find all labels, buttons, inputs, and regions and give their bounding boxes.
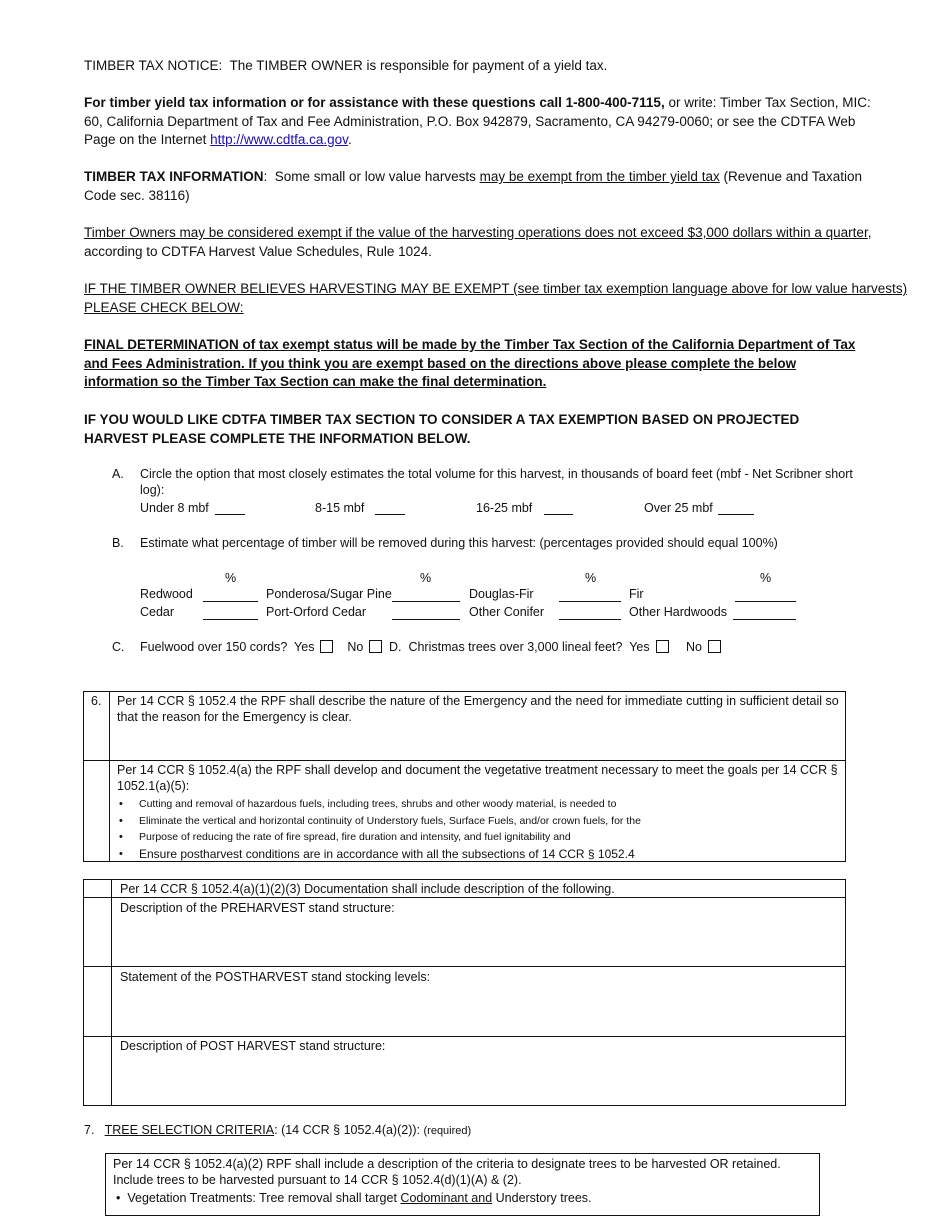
post-harvest-structure-label: Description of POST HARVEST stand structure: bbox=[120, 1039, 386, 1053]
section-a-text: Circle the option that most closely estimates the total volume for this harvest, in thousands of board feet (mbf - Net Scribner short log): bbox=[140, 467, 853, 497]
percent-sign: % bbox=[760, 571, 772, 585]
info-post: (Revenue and Taxation Code sec. 38116) bbox=[84, 169, 863, 203]
table-divider bbox=[83, 760, 846, 761]
cedar-percent-blank[interactable] bbox=[203, 604, 258, 620]
christmas-trees-no-checkbox[interactable] bbox=[708, 640, 721, 653]
contact-end: . bbox=[347, 132, 352, 147]
species-douglas-fir: Douglas-Fir bbox=[469, 587, 534, 601]
required-note: (required) bbox=[423, 1125, 472, 1137]
section-b-text: Estimate what percentage of timber will be removed during this harvest: (percentages provided should equal 100%) bbox=[140, 536, 778, 550]
projected-harvest-heading: IF YOU WOULD LIKE CDTFA TIMBER TAX SECTION TO CONSIDER A TAX EXEMPTION BASED ON PROJECTED HARVEST PLEASE COMPLETE THE INFORMATION BELOW. bbox=[84, 412, 800, 446]
table-divider bbox=[83, 1036, 846, 1037]
species-cedar: Cedar bbox=[140, 605, 175, 619]
list-item: • Ensure postharvest conditions are in accordance with all the subsections of 14 CCR § 1052.4 bbox=[139, 846, 839, 863]
codominant-underlined: Codominant and bbox=[400, 1191, 493, 1205]
section-d-christmas-trees: D. Christmas trees over 3,000 lineal feet? Yes No bbox=[389, 639, 721, 655]
table-divider bbox=[109, 691, 110, 862]
species-other-hardwoods: Other Hardwoods bbox=[629, 605, 727, 619]
section-a-letter: A. bbox=[112, 467, 124, 481]
exempt-value-post: , according to CDTFA Harvest Value Schedules, Rule 1024. bbox=[84, 225, 872, 259]
port-orford-percent-blank[interactable] bbox=[392, 604, 460, 620]
other-hardwoods-percent-blank[interactable] bbox=[733, 604, 796, 620]
table-divider bbox=[83, 897, 846, 898]
species-other-conifer: Other Conifer bbox=[469, 605, 545, 619]
volume-option-over-25: Over 25 mbf bbox=[644, 501, 713, 515]
volume-blank-16-25[interactable] bbox=[544, 500, 573, 515]
list-item: • Cutting and removal of hazardous fuels, including trees, shrubs and other woody material, is needed to bbox=[139, 796, 839, 813]
list-item: • Eliminate the vertical and horizontal continuity of Understory fuels, Surface Fuels, and/or crown fuels, for the bbox=[139, 813, 839, 830]
item-6-number: 6. bbox=[91, 694, 102, 708]
timber-tax-notice bbox=[84, 57, 876, 76]
contact-phone-bold: For timber yield tax information or for assistance with these questions call 1-800-400-7115, bbox=[84, 95, 665, 110]
redwood-percent-blank[interactable] bbox=[203, 586, 258, 602]
percent-sign: % bbox=[585, 571, 597, 585]
timber-tax-information bbox=[84, 168, 876, 205]
douglas-fir-percent-blank[interactable] bbox=[559, 586, 621, 602]
vegetation-treatments-bullet: • Vegetation Treatments: Tree removal shall target Codominant and Understory trees. bbox=[116, 1191, 592, 1205]
species-redwood: Redwood bbox=[140, 587, 193, 601]
cdtfa-website-link[interactable]: http://www.cdtfa.ca.gov bbox=[210, 132, 348, 147]
species-fir: Fir bbox=[629, 587, 644, 601]
info-exempt-underlined: may be exempt from the timber yield tax bbox=[479, 169, 720, 184]
percent-sign: % bbox=[225, 571, 237, 585]
item-7-number: 7. bbox=[84, 1123, 95, 1137]
post-harvest-structure-field[interactable] bbox=[112, 1056, 845, 1104]
fuelwood-yes-checkbox[interactable] bbox=[320, 640, 333, 653]
emergency-description-prompt: Per 14 CCR § 1052.4 the RPF shall describe the nature of the Emergency and the need for immediate cutting in sufficient detail so that the reason for the Emergency is clear. bbox=[117, 694, 839, 724]
tree-selection-ref: : (14 CCR § 1052.4(a)(2)): bbox=[274, 1123, 421, 1137]
table-divider bbox=[83, 966, 846, 967]
tree-selection-title: TREE SELECTION CRITERIA bbox=[104, 1123, 275, 1137]
tree-selection-criteria-text: Per 14 CCR § 1052.4(a)(2) RPF shall include a description of the criteria to designate trees to be harvested OR retained. Include trees to be harvested pursuant to 14 CCR § 1052.4(d)(1)(A) & (2). bbox=[113, 1157, 781, 1187]
believes-exempt-heading bbox=[84, 280, 908, 317]
exempt-value-paragraph bbox=[84, 224, 876, 261]
contact-address: or write: Timber Tax Section, MIC: 60, California Department of Tax and Fee Administration, P.O. Box 942879, Sacramento, CA 94279-0060; or see the CDTFA Web Page on the Internet bbox=[84, 95, 871, 147]
volume-blank-8-15[interactable] bbox=[375, 500, 405, 515]
fir-percent-blank[interactable] bbox=[735, 586, 796, 602]
info-pre: Some small or low value harvests bbox=[274, 169, 476, 184]
info-label: TIMBER TAX INFORMATION bbox=[84, 169, 264, 184]
section-b-letter: B. bbox=[112, 536, 124, 550]
notice-label: TIMBER TAX NOTICE: bbox=[84, 58, 223, 73]
vegetative-treatment-list bbox=[117, 796, 839, 863]
vegetative-treatment-section bbox=[117, 762, 839, 863]
other-conifer-percent-blank[interactable] bbox=[559, 604, 621, 620]
christmas-trees-yes-checkbox[interactable] bbox=[656, 640, 669, 653]
volume-blank-under-8[interactable] bbox=[215, 500, 245, 515]
postharvest-stocking-label: Statement of the POSTHARVEST stand stocking levels: bbox=[120, 970, 431, 984]
contact-info bbox=[84, 94, 876, 150]
documentation-header: Per 14 CCR § 1052.4(a)(1)(2)(3) Documentation shall include description of the following. bbox=[120, 882, 615, 896]
believes-line1: IF THE TIMBER OWNER BELIEVES HARVESTING MAY BE EXEMPT (see timber tax exemption language above for low value harvests) bbox=[84, 281, 908, 296]
preharvest-structure-field[interactable] bbox=[112, 918, 845, 965]
tree-selection-heading bbox=[84, 1122, 471, 1139]
postharvest-stocking-field[interactable] bbox=[112, 987, 845, 1035]
volume-blank-over-25[interactable] bbox=[718, 500, 754, 515]
info-colon: : bbox=[263, 169, 268, 184]
believes-line2: PLEASE CHECK BELOW: bbox=[84, 299, 244, 315]
section-d-letter: D. bbox=[389, 640, 402, 654]
section-c-fuelwood: Fuelwood over 150 cords? Yes No bbox=[140, 639, 382, 655]
fuelwood-no-checkbox[interactable] bbox=[369, 640, 382, 653]
volume-option-8-15: 8-15 mbf bbox=[315, 501, 365, 515]
species-port-orford-cedar: Port-Orford Cedar bbox=[266, 605, 367, 619]
section-c-letter: C. bbox=[112, 640, 125, 654]
ponderosa-percent-blank[interactable] bbox=[392, 586, 460, 602]
final-determination: FINAL DETERMINATION of tax exempt status will be made by the Timber Tax Section of the California Department of Tax and Fees Administration. If you think you are exempt based on the directions above please complete the below information so the Timber Tax Section can make the final determination. bbox=[84, 337, 856, 389]
exempt-value-underlined: Timber Owners may be considered exempt if the value of the harvesting operations does not exceed $3,000 dollars within a quarter bbox=[84, 225, 868, 240]
percent-sign: % bbox=[420, 571, 432, 585]
notice-text: The TIMBER OWNER is responsible for payment of a yield tax. bbox=[229, 58, 608, 73]
vegetative-treatment-intro: Per 14 CCR § 1052.4(a) the RPF shall develop and document the vegetative treatment necessary to meet the goals per 14 CCR § 1052.1(a)(5): bbox=[117, 763, 838, 793]
volume-option-under-8: Under 8 mbf bbox=[140, 501, 209, 515]
list-item: • Purpose of reducing the rate of fire spread, fire duration and intensity, and fuel ignitability and bbox=[139, 829, 839, 846]
volume-option-16-25: 16-25 mbf bbox=[476, 501, 533, 515]
preharvest-structure-label: Description of the PREHARVEST stand structure: bbox=[120, 901, 395, 915]
species-ponderosa-sugar-pine: Ponderosa/Sugar Pine bbox=[266, 587, 392, 601]
